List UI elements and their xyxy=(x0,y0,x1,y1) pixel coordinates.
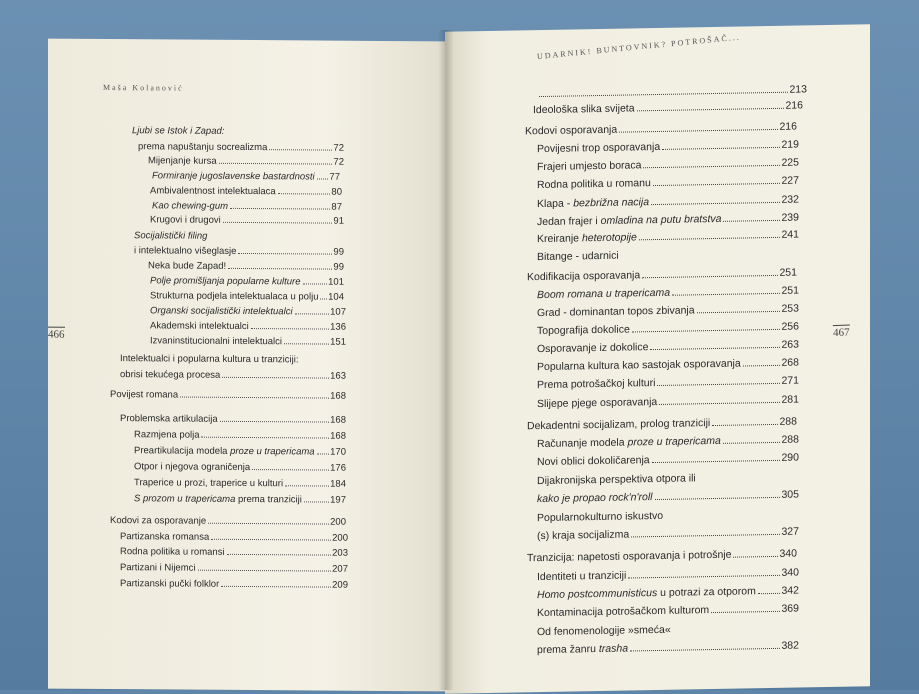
toc-page-number: 305 xyxy=(780,489,799,501)
toc-page-number: 184 xyxy=(329,479,346,490)
toc-entry-title: Klapa - bezbrižna nacija xyxy=(537,196,651,210)
toc-entry xyxy=(132,125,226,137)
toc-entry xyxy=(150,185,342,197)
toc-entry xyxy=(537,321,799,338)
toc-entry xyxy=(537,83,807,100)
toc-entry xyxy=(152,170,340,182)
toc-entry-title: Partizanski pučki folklor xyxy=(120,578,221,590)
toc-entry xyxy=(148,155,344,167)
toc-entry xyxy=(134,429,346,441)
toc-leader-dots xyxy=(697,310,781,313)
toc-leader-dots xyxy=(317,452,330,454)
toc-leader-dots xyxy=(723,441,781,444)
toc-leader-dots xyxy=(228,267,332,270)
toc-entry xyxy=(537,175,799,192)
toc-entry xyxy=(120,413,346,426)
toc-entry xyxy=(110,389,346,402)
toc-entry xyxy=(537,339,799,356)
toc-entry xyxy=(537,489,799,506)
toc-entry-title: Ideološka slika svijeta xyxy=(533,102,637,116)
toc-entry-title: Kodovi za osporavanje xyxy=(110,515,208,527)
toc-entry xyxy=(537,247,799,264)
toc-entry-title: Jedan frajer i omladina na putu bratstva xyxy=(537,213,723,228)
toc-page-number: 207 xyxy=(331,564,348,575)
toc-page-number: 271 xyxy=(780,375,799,387)
toc-entry xyxy=(150,275,344,287)
toc-entry xyxy=(537,357,799,374)
toc-page-number: 216 xyxy=(778,121,797,133)
toc-page-number: 340 xyxy=(778,548,797,560)
toc-leader-dots xyxy=(223,221,333,224)
toc-page-number: 72 xyxy=(332,143,344,154)
toc-entry xyxy=(527,548,797,565)
toc-page-number: 227 xyxy=(780,175,799,187)
toc-leader-dots xyxy=(208,522,329,525)
toc-entry-title: Osporavanje iz dokolice xyxy=(537,341,650,355)
toc-entry xyxy=(527,416,797,433)
toc-entry-title: Socijalistički filing xyxy=(134,230,209,242)
toc-entry-title: Slijepe pjege osporavanja xyxy=(537,396,659,410)
toc-leader-dots xyxy=(758,592,781,594)
toc-leader-dots xyxy=(304,500,329,502)
toc-page-number: 87 xyxy=(330,202,342,213)
toc-page-number: 288 xyxy=(778,416,797,428)
toc-page-number: 232 xyxy=(780,194,799,206)
toc-entry-title: S prozom u trapericama prema tranziciji xyxy=(134,493,304,505)
toc-leader-dots xyxy=(723,219,780,222)
toc-page-number: 168 xyxy=(329,391,346,402)
right-book-page xyxy=(445,24,870,693)
toc-entry xyxy=(533,99,803,116)
toc-entry-title: Popularnokulturno iskustvo xyxy=(537,510,665,524)
toc-entry xyxy=(134,477,346,489)
right-running-header: UDARNIK! BUNTOVNIK? POTROŠAČ... xyxy=(537,33,741,62)
toc-page-number: 342 xyxy=(780,585,799,597)
toc-entry xyxy=(537,472,698,487)
toc-entry xyxy=(134,493,346,505)
toc-page-number: 251 xyxy=(778,267,797,279)
toc-leader-dots xyxy=(743,364,781,367)
toc-leader-dots xyxy=(643,164,780,168)
toc-entry xyxy=(150,305,346,317)
toc-entry-title: Kodovi osporavanja xyxy=(525,124,619,138)
toc-entry xyxy=(152,200,342,212)
toc-entry-title: kako je propao rock'n'roll xyxy=(537,491,655,505)
toc-leader-dots xyxy=(628,574,780,579)
toc-entry xyxy=(150,335,346,347)
toc-entry xyxy=(537,624,673,638)
toc-page-number: 369 xyxy=(780,603,799,615)
toc-page-number: 200 xyxy=(329,517,346,528)
toc-entry xyxy=(537,375,799,392)
toc-leader-dots xyxy=(219,162,333,165)
toc-leader-dots xyxy=(733,555,778,558)
toc-leader-dots xyxy=(180,396,329,399)
toc-leader-dots xyxy=(659,401,780,405)
toc-entry-title: Preartikulacija modela proze u trapericama xyxy=(134,445,317,457)
toc-page-number: 104 xyxy=(327,292,344,303)
toc-leader-dots xyxy=(655,496,781,500)
toc-entry xyxy=(120,369,346,382)
toc-page-number: 327 xyxy=(780,526,799,538)
toc-page-number: 72 xyxy=(332,157,344,168)
toc-entry-title: Rodna politika u romanu xyxy=(537,177,653,191)
toc-leader-dots xyxy=(201,436,329,439)
toc-entry-title: i intelektualno višeglasje xyxy=(134,245,238,257)
toc-entry-title: Intelektualci i popularna kultura u tranziciji: xyxy=(120,353,300,365)
toc-entry xyxy=(134,230,209,242)
toc-page-number: 213 xyxy=(788,83,807,95)
toc-leader-dots xyxy=(285,484,329,486)
toc-entry xyxy=(537,567,799,584)
toc-entry-title: Popularna kultura kao sastojak osporavanja xyxy=(537,358,743,374)
toc-leader-dots xyxy=(227,553,332,556)
toc-page-number: 170 xyxy=(329,447,346,458)
toc-entry xyxy=(537,157,799,174)
toc-entry-title: Mijenjanje kursa xyxy=(148,155,219,166)
toc-leader-dots xyxy=(220,420,329,423)
toc-entry xyxy=(134,245,344,257)
toc-entry xyxy=(537,585,799,602)
toc-entry xyxy=(537,194,799,211)
toc-leader-dots xyxy=(284,342,329,344)
toc-entry-title: Frajeri umjesto boraca xyxy=(537,159,643,173)
toc-leader-dots xyxy=(221,585,331,588)
toc-entry-title: Ambivalentnost intelektualaca xyxy=(150,185,278,197)
toc-entry xyxy=(120,353,300,365)
toc-page-number: 136 xyxy=(329,322,346,333)
toc-entry xyxy=(120,546,348,559)
toc-page-number: 288 xyxy=(780,434,799,446)
toc-page-number: 200 xyxy=(331,533,348,544)
toc-entry-title: Organski socijalistički intelektualci xyxy=(150,305,295,317)
toc-entry-title: Bitange - udarnici xyxy=(537,250,621,263)
toc-entry-title: Problemska artikulacija xyxy=(120,413,220,425)
toc-leader-dots xyxy=(642,274,778,278)
toc-leader-dots xyxy=(295,312,330,314)
toc-page-number: 216 xyxy=(784,99,803,111)
toc-entry xyxy=(120,562,348,575)
toc-entry-title: Identiteti u tranziciji xyxy=(537,570,628,584)
toc-entry-title: Računanje modela proze u trapericama xyxy=(537,435,723,450)
toc-entry-title: (s) kraja socijalizma xyxy=(537,528,631,542)
toc-entry-title: Razmjena polja xyxy=(134,429,201,440)
toc-page-number: 99 xyxy=(332,262,344,273)
toc-entry xyxy=(150,290,344,302)
toc-entry-title: Krugovi i drugovi xyxy=(150,214,223,226)
toc-page-number: 77 xyxy=(328,172,340,183)
toc-entry-title: Ljubi se Istok i Zapad: xyxy=(132,125,226,137)
toc-leader-dots xyxy=(711,610,780,613)
toc-leader-dots xyxy=(639,236,781,240)
toc-entry xyxy=(537,640,799,657)
toc-leader-dots xyxy=(251,327,329,330)
toc-entry xyxy=(134,461,346,473)
toc-page-number: 263 xyxy=(780,339,799,351)
toc-entry-title: Topografija dokolice xyxy=(537,323,632,337)
toc-leader-dots xyxy=(650,346,780,350)
toc-entry-title: Grad - dominantan topos zbivanja xyxy=(537,304,697,319)
toc-page-number: 197 xyxy=(329,495,346,506)
right-page-number: 467 xyxy=(833,325,850,340)
toc-leader-dots xyxy=(662,146,780,150)
toc-entry xyxy=(537,285,799,302)
toc-entry xyxy=(150,214,344,226)
toc-leader-dots xyxy=(672,292,780,296)
toc-page-number: 203 xyxy=(331,548,348,559)
toc-leader-dots xyxy=(198,569,332,572)
toc-entry-title: Od fenomenologije »smeća« xyxy=(537,624,673,638)
toc-page-number: 241 xyxy=(780,229,799,241)
toc-entry-title: Povijest romana xyxy=(110,389,180,400)
toc-entry xyxy=(120,531,348,544)
toc-leader-dots xyxy=(222,376,329,379)
toc-entry xyxy=(120,578,348,591)
toc-entry-title: Partizani i Nijemci xyxy=(120,562,198,574)
left-book-page xyxy=(48,39,445,692)
toc-leader-dots xyxy=(630,647,780,652)
toc-entry-title: Polje promišljanja popularne kulture xyxy=(150,275,303,287)
toc-leader-dots xyxy=(652,459,781,463)
toc-entry-title: obrisi tekućega procesa xyxy=(120,369,222,381)
toc-entry xyxy=(527,267,797,284)
toc-entry-title: Formiranje jugoslavenske bastardnosti xyxy=(152,170,317,182)
toc-entry xyxy=(537,603,799,620)
toc-entry-title: Traperice u prozi, traperice u kulturi xyxy=(134,477,285,489)
toc-leader-dots xyxy=(269,148,332,150)
toc-leader-dots xyxy=(278,192,331,194)
toc-entry-title: Povijesni trop osporavanja xyxy=(537,141,662,155)
toc-entry-title: Tranzicija: napetosti osporavanja i potrošnje xyxy=(527,549,733,565)
toc-entry xyxy=(537,434,799,451)
toc-leader-dots xyxy=(619,128,778,133)
toc-page-number: 382 xyxy=(780,640,799,652)
toc-entry xyxy=(537,510,665,524)
left-running-header: Maša Kolanović xyxy=(103,83,184,93)
toc-page-number: 80 xyxy=(330,187,342,198)
toc-entry-title: Kreiranje heterotopije xyxy=(537,231,639,245)
toc-entry xyxy=(148,260,344,272)
toc-entry xyxy=(150,320,346,332)
toc-entry xyxy=(537,139,799,156)
toc-entry-title: Partizanska romansa xyxy=(120,531,211,543)
toc-leader-dots xyxy=(653,182,781,186)
toc-page-number: 209 xyxy=(331,580,348,591)
toc-entry-title: Kodifikacija osporavanja xyxy=(527,269,642,283)
toc-entry-title: Rodna politika u romansi xyxy=(120,546,227,558)
toc-page-number: 168 xyxy=(329,415,346,426)
toc-entry-title: Kao chewing-gum xyxy=(152,200,230,212)
toc-entry-title: Prema potrošačkoj kulturi xyxy=(537,377,657,391)
toc-leader-dots xyxy=(211,538,331,541)
toc-leader-dots xyxy=(539,91,788,97)
toc-entry-title: Akademski intelektualci xyxy=(150,320,251,332)
toc-entry-title: Dijakronijska perspektiva otpora ili xyxy=(537,472,698,487)
toc-leader-dots xyxy=(657,382,780,386)
toc-entry-title: Dekadentni socijalizam, prolog tranziciji xyxy=(527,417,712,432)
toc-page-number: 101 xyxy=(327,277,344,288)
toc-page-number: 168 xyxy=(329,431,346,442)
book-gutter xyxy=(438,30,454,690)
toc-entry xyxy=(537,526,799,543)
toc-entry xyxy=(525,121,797,138)
toc-entry-title: Boom romana u trapericama xyxy=(537,287,672,301)
toc-leader-dots xyxy=(712,423,778,426)
toc-entry-title: Homo postcommunisticus u potrazi za otporom xyxy=(537,585,758,601)
toc-page-number: 176 xyxy=(329,463,346,474)
toc-leader-dots xyxy=(631,533,780,538)
left-page-number: 466 xyxy=(48,327,65,341)
toc-entry xyxy=(134,445,346,457)
toc-entry xyxy=(537,394,799,411)
toc-entry xyxy=(537,452,799,469)
toc-page-number: 268 xyxy=(780,357,799,369)
toc-entry xyxy=(537,212,799,229)
toc-page-number: 99 xyxy=(332,247,344,258)
toc-entry-title: Novi oblici dokoličarenja xyxy=(537,454,652,468)
toc-leader-dots xyxy=(651,201,780,205)
toc-leader-dots xyxy=(632,328,781,333)
toc-page-number: 290 xyxy=(780,452,799,464)
toc-leader-dots xyxy=(320,298,327,300)
toc-entry xyxy=(537,303,799,320)
toc-page-number: 225 xyxy=(780,157,799,169)
toc-entry-title: Neka bude Zapad! xyxy=(148,260,228,272)
toc-entry-title: Strukturna podjela intelektualaca u polju xyxy=(150,290,320,302)
toc-leader-dots xyxy=(317,177,329,179)
toc-leader-dots xyxy=(303,282,328,284)
toc-entry-title: Kontaminacija potrošačkom kulturom xyxy=(537,604,711,619)
toc-page-number: 281 xyxy=(780,394,799,406)
toc-page-number: 151 xyxy=(329,337,346,348)
toc-entry xyxy=(138,141,344,153)
toc-entry-title: prema žanru trasha xyxy=(537,642,630,656)
toc-page-number: 239 xyxy=(780,212,799,224)
toc-page-number: 219 xyxy=(780,139,799,151)
toc-entry-title: Otpor i njegova ograničenja xyxy=(134,461,252,473)
toc-page-number: 253 xyxy=(780,303,799,315)
toc-leader-dots xyxy=(637,107,785,112)
toc-leader-dots xyxy=(230,207,330,210)
toc-entry xyxy=(537,229,799,246)
toc-leader-dots xyxy=(252,468,329,471)
toc-page-number: 107 xyxy=(329,307,346,318)
toc-page-number: 256 xyxy=(780,321,799,333)
toc-leader-dots xyxy=(238,252,332,255)
toc-entry xyxy=(110,515,346,528)
toc-page-number: 91 xyxy=(332,216,344,227)
toc-page-number: 251 xyxy=(780,285,799,297)
toc-page-number: 163 xyxy=(329,371,346,382)
toc-entry-title: Izvaninstitucionalni intelektualci xyxy=(150,335,284,347)
toc-entry-title: prema napuštanju socrealizma xyxy=(138,141,269,153)
toc-page-number: 340 xyxy=(780,567,799,579)
